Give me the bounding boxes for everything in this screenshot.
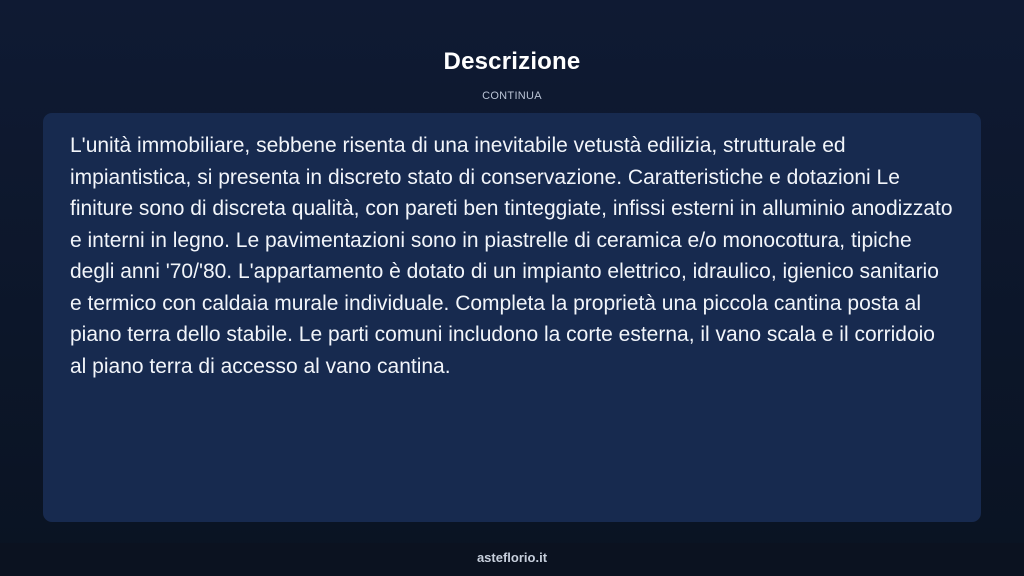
description-card: [43, 113, 981, 522]
continue-label: CONTINUA: [482, 90, 542, 102]
description-text: L'unità immobiliare, sebbene risenta di una inevitabile vetustà edilizia, strutturale ed impiantistica, si presenta in discreto stato di conservazione. Caratteristiche e dotazioni Le finiture sono di discreta qualità, con pareti ben tinteggiate, infissi esterni in alluminio anodizzato e interni in legno. Le pavimentazioni sono in piastrelle di ceramica e/o monocottura, tipiche degli anni '70/'80. L'appartamento è dotato di un impianto elettrico, idraulico, igienico sanitario e termico con caldaia murale individuale. Completa la proprietà una piccola cantina posta al piano terra dello stabile. Le parti comuni includono la corte esterna, il vano scala e il corridoio al piano terra di accesso al vano cantina.: [70, 134, 953, 378]
footer-site-link[interactable]: asteflorio.it: [476, 550, 548, 565]
footer-bar: [0, 543, 1024, 576]
page-title: Descrizione: [443, 48, 581, 75]
